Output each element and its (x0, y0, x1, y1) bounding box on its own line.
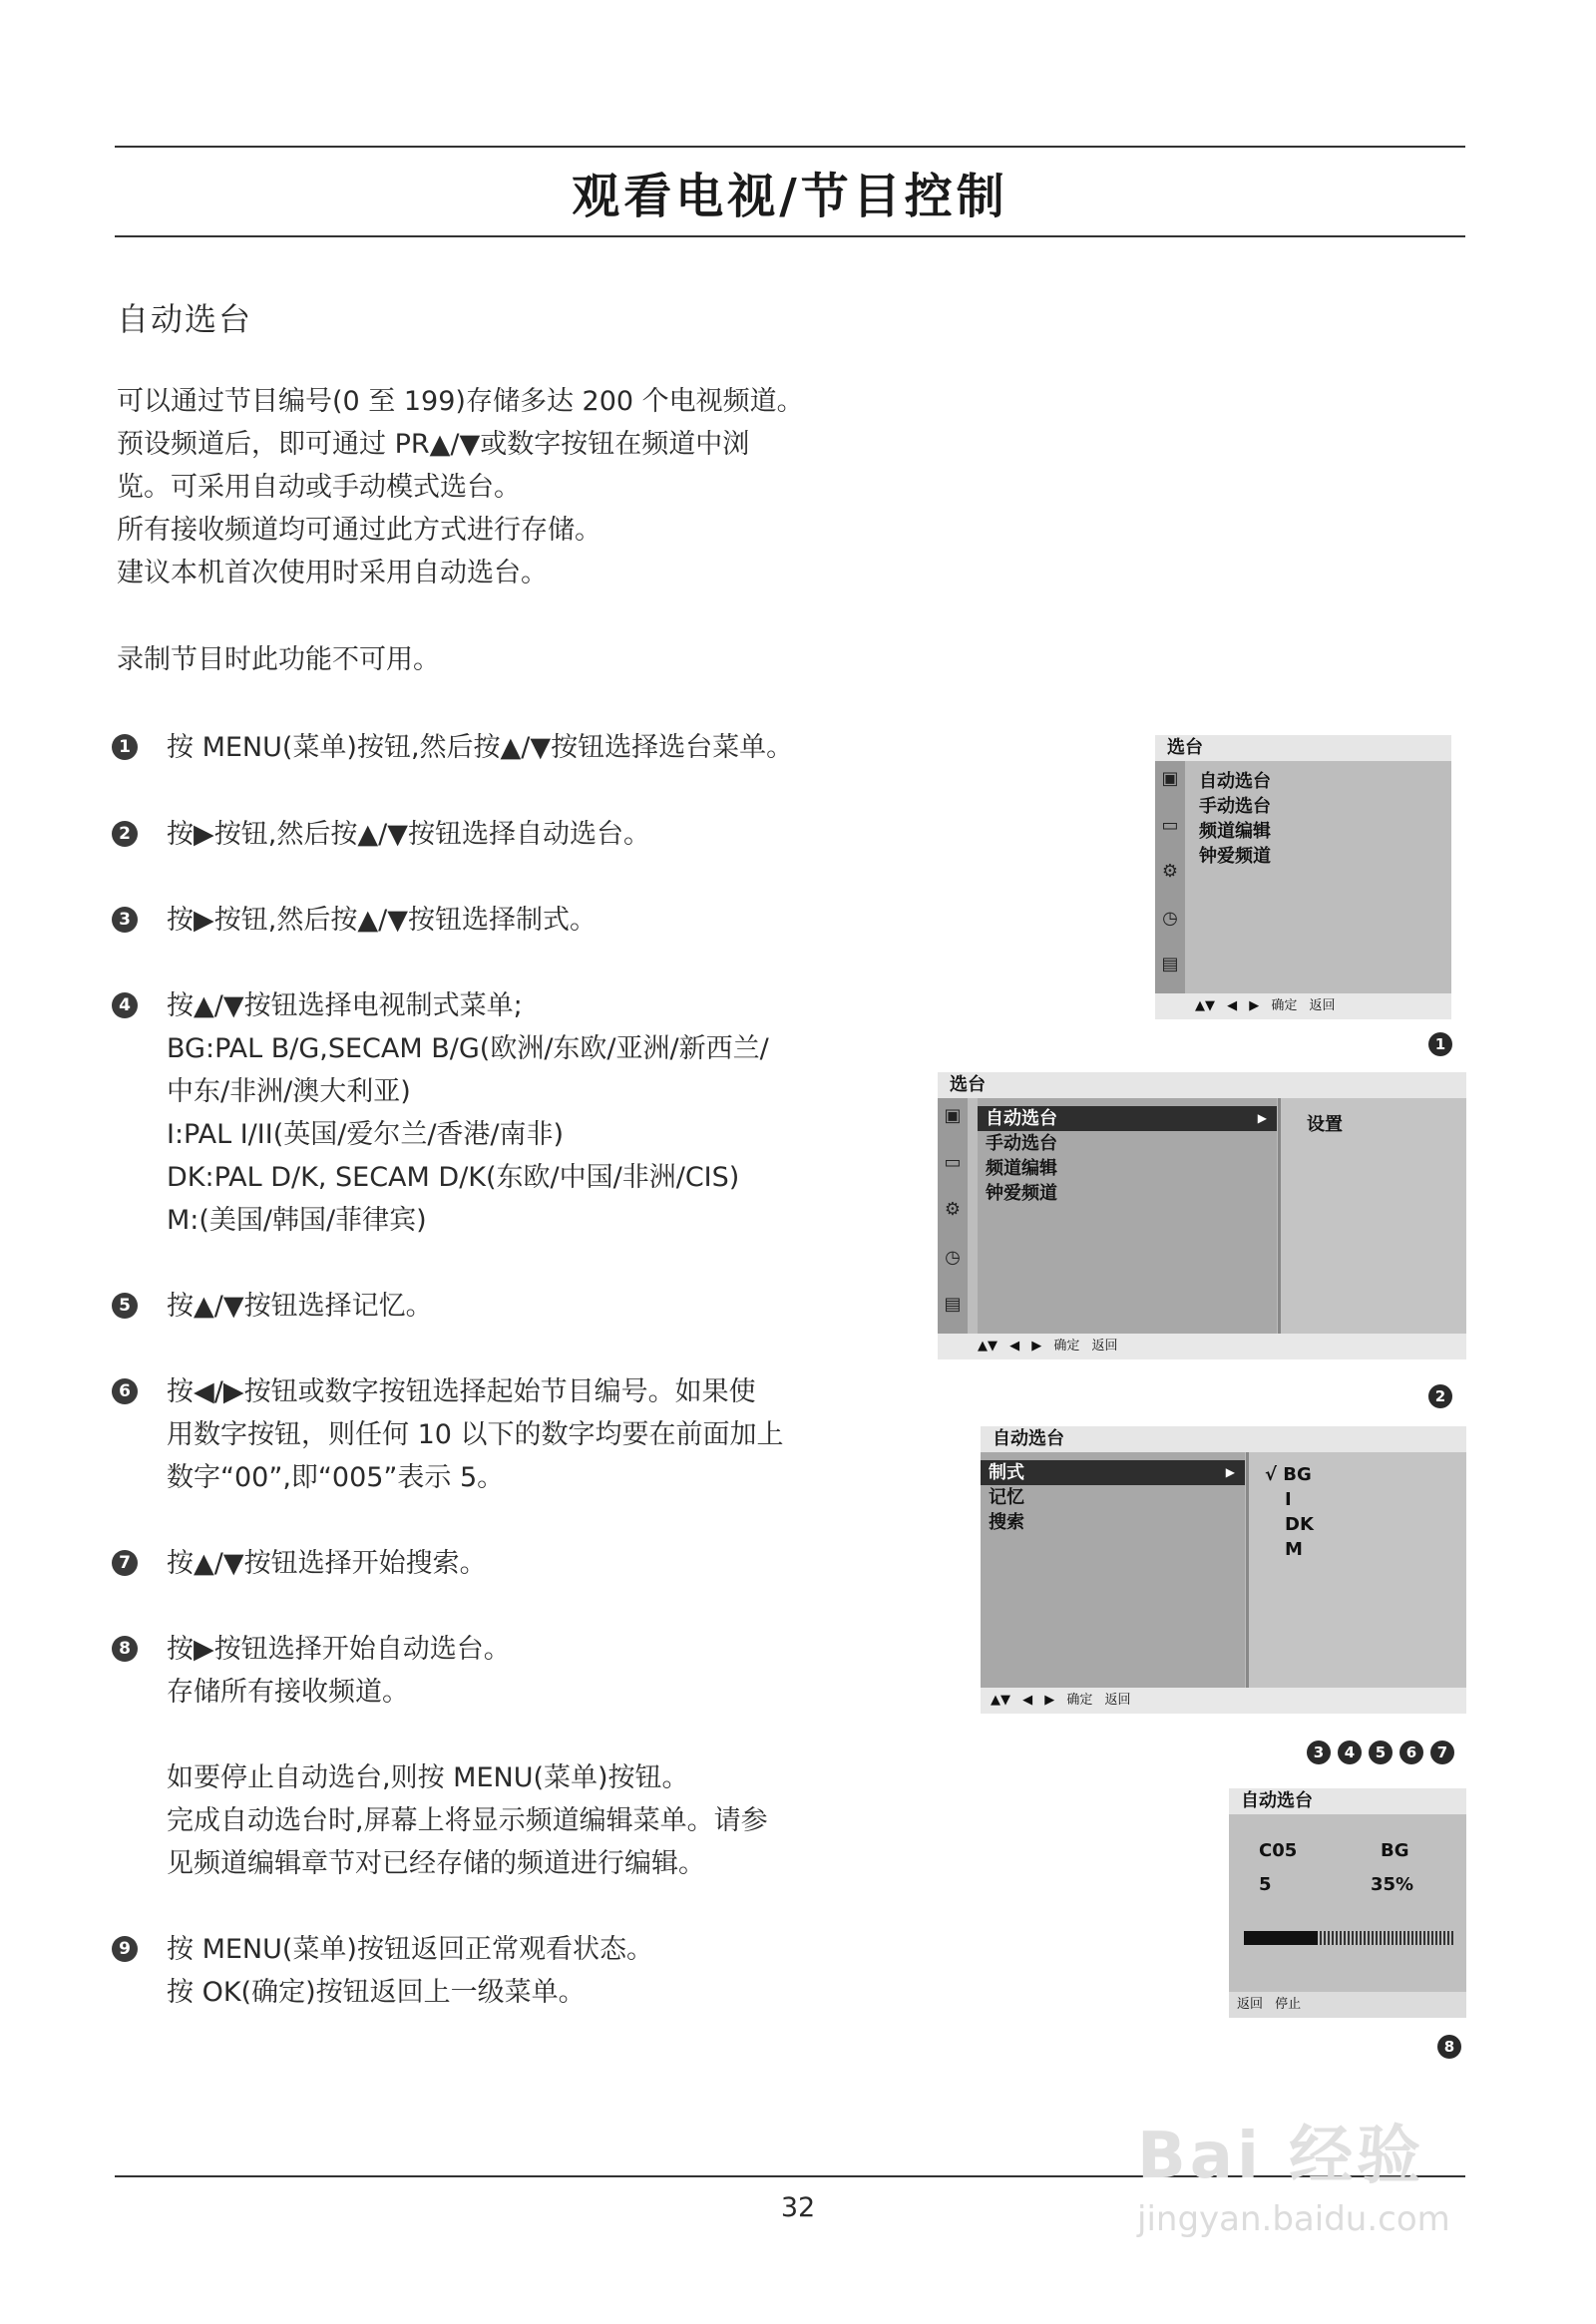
step-line: 按▶按钮,然后按▲/▼按钮选择自动选台。 (167, 819, 650, 850)
step-1 (112, 726, 930, 769)
step-line: 按▲/▼按钮选择电视制式菜单; (167, 990, 523, 1021)
osd-footer: ▲▼ ◀ ▶ 确定 返回 (981, 1688, 1466, 1714)
timer-icon: ◷ (945, 1246, 961, 1268)
osd-screen-4 (1229, 1788, 1466, 2018)
osd-title: 选台 (1155, 735, 1451, 761)
step-line: 数字“00”,即“005”表示 5。 (167, 1462, 505, 1493)
screen-badge: 6 (1399, 1741, 1423, 1764)
step-number: 7 (112, 1550, 138, 1576)
step-4 (112, 984, 930, 1242)
osd-footer: ▲▼ ◀ ▶ 确定 返回 (1155, 993, 1451, 1019)
osd-icon-column (938, 1098, 968, 1334)
step-3 (112, 899, 930, 942)
osd-menu-item[interactable]: 钟爱频道 (986, 1183, 1057, 1204)
step-line: I:PAL I/II(英国/爱尔兰/香港/南非) (167, 1119, 565, 1150)
osd-submenu-pane (1278, 1098, 1466, 1334)
step-line: 按▶按钮选择开始自动选台。 (167, 1634, 511, 1665)
screen-badge-8: 8 (1437, 2035, 1461, 2059)
osd-menu-item[interactable]: 记忆 (989, 1487, 1024, 1508)
step-number: 9 (112, 1936, 138, 1962)
osd-option-item[interactable]: M (1285, 1539, 1303, 1560)
step-line: 按▶按钮,然后按▲/▼按钮选择制式。 (167, 905, 597, 936)
step-number: 2 (112, 821, 138, 847)
step-line: 见频道编辑章节对已经存储的频道进行编辑。 (167, 1848, 705, 1879)
step-line (167, 1714, 930, 1756)
osd-menu-item-label: 自动选台 (986, 1108, 1057, 1129)
osd-menu-item-selected[interactable] (978, 1106, 1277, 1131)
step-line: 完成自动选台时,屏幕上将显示频道编辑菜单。请参 (167, 1805, 768, 1836)
step-6 (112, 1370, 930, 1499)
osd-menu-item[interactable]: 钟爱频道 (1199, 846, 1271, 867)
watermark-url: jingyan.baidu.com (1137, 2199, 1450, 2239)
intro-line: 建议本机首次使用时采用自动选台。 (117, 558, 548, 588)
step-number: 5 (112, 1293, 138, 1319)
page-title: 观看电视/节目控制 (572, 169, 1008, 224)
screen-badge-2: 2 (1428, 1384, 1452, 1408)
step-line: 按 MENU(菜单)按钮返回正常观看状态。 (167, 1934, 653, 1965)
picture-icon: ▣ (944, 1105, 962, 1126)
osd-menu-item[interactable]: 自动选台 (1199, 771, 1271, 792)
osd-options-pane (1246, 1452, 1466, 1688)
osd-title: 自动选台 (1229, 1788, 1466, 1814)
step-number: 3 (112, 907, 138, 933)
arrow-right-icon: ▶ (1225, 1465, 1235, 1479)
osd-menu-item[interactable]: 手动选台 (986, 1133, 1057, 1154)
intro-note: 录制节目时此功能不可用。 (117, 644, 440, 675)
step-line: 存储所有接收频道。 (167, 1677, 409, 1708)
page-number: 32 (780, 2192, 816, 2223)
section-heading: 自动选台 (117, 300, 253, 338)
osd-footer: 返回 停止 (1229, 1992, 1466, 2018)
title-rule (115, 235, 1465, 237)
osd-title: 选台 (938, 1072, 1466, 1098)
osd-footer: ▲▼ ◀ ▶ 确定 返回 (938, 1334, 1466, 1359)
osd-option-item[interactable]: DK (1285, 1514, 1314, 1535)
step-line: M:(美国/韩国/菲律宾) (167, 1205, 427, 1236)
arrow-right-icon: ▶ (1257, 1111, 1267, 1125)
step-line: DK:PAL D/K, SECAM D/K(东欧/中国/非洲/CIS) (167, 1162, 740, 1193)
osd-submenu-item[interactable]: 设置 (1307, 1114, 1343, 1135)
osd-menu-item-selected[interactable] (981, 1460, 1245, 1485)
step-2 (112, 813, 930, 856)
screen-badge-1: 1 (1428, 1032, 1452, 1056)
system-label: BG (1381, 1840, 1409, 1861)
step-line: 按▲/▼按钮选择记忆。 (167, 1291, 433, 1322)
screen-badge: 4 (1338, 1741, 1362, 1764)
watermark-logo: Bai 经验 (1137, 2120, 1425, 2193)
step-number: 6 (112, 1378, 138, 1404)
screen-badge: 7 (1430, 1741, 1454, 1764)
settings-icon: ⚙ (1161, 861, 1179, 883)
screen-icon: ▭ (1161, 814, 1179, 836)
step-number: 8 (112, 1636, 138, 1662)
osd-screen-2 (938, 1072, 1466, 1359)
step-7 (112, 1542, 930, 1585)
screen-badge: 3 (1307, 1741, 1331, 1764)
osd-menu-item[interactable]: 搜索 (989, 1512, 1024, 1533)
screen-icon: ▭ (944, 1152, 962, 1174)
step-8 (112, 1628, 930, 1885)
progress-percent: 35% (1371, 1874, 1414, 1895)
osd-option-item[interactable]: I (1285, 1489, 1292, 1510)
lock-icon: ▤ (1161, 954, 1179, 975)
lock-icon: ▤ (944, 1293, 962, 1315)
osd-menu-item-label: 制式 (989, 1462, 1024, 1483)
osd-screen-1 (1155, 735, 1451, 1019)
step-line: BG:PAL B/G,SECAM B/G(欧洲/东欧/亚洲/新西兰/ (167, 1033, 769, 1064)
osd-menu-item[interactable]: 手动选台 (1199, 796, 1271, 817)
intro-line: 览。可采用自动或手动模式选台。 (117, 472, 521, 503)
osd-menu-item[interactable]: 频道编辑 (1199, 821, 1271, 842)
osd-title: 自动选台 (981, 1426, 1466, 1452)
intro-paragraph (117, 380, 915, 594)
step-line: 按 MENU(菜单)按钮,然后按▲/▼按钮选择选台菜单。 (167, 732, 794, 763)
step-line: 按▲/▼按钮选择开始搜索。 (167, 1548, 487, 1579)
program-number: 5 (1259, 1874, 1272, 1895)
intro-line: 可以通过节目编号(0 至 199)存储多达 200 个电视频道。 (117, 386, 804, 417)
progress-bar (1244, 1931, 1453, 1945)
osd-screen-3 (981, 1426, 1466, 1714)
step-line: 用数字按钮，则任何 10 以下的数字均要在前面加上 (167, 1419, 784, 1450)
step-line: 中东/非洲/澳大利亚) (167, 1076, 411, 1107)
osd-menu-item[interactable]: 频道编辑 (986, 1158, 1057, 1179)
step-line: 按 OK(确定)按钮返回上一级菜单。 (167, 1977, 586, 2008)
step-5 (112, 1285, 930, 1328)
osd-option-item[interactable]: √ BG (1265, 1464, 1312, 1485)
step-number: 4 (112, 992, 138, 1018)
osd-menu-pane (981, 1452, 1245, 1688)
step-9 (112, 1928, 930, 2014)
intro-line: 所有接收频道均可通过此方式进行存储。 (117, 515, 601, 546)
timer-icon: ◷ (1162, 907, 1178, 929)
picture-icon: ▣ (1161, 768, 1179, 789)
step-line: 如要停止自动选台,则按 MENU(菜单)按钮。 (167, 1762, 689, 1793)
intro-line: 预设频道后，即可通过 PR▲/▼或数字按钮在频道中浏 (117, 429, 750, 460)
step-number: 1 (112, 734, 138, 760)
step-line: 按◀/▶按钮或数字按钮选择起始节目编号。如果使 (167, 1376, 756, 1407)
screen-badge: 5 (1369, 1741, 1393, 1764)
progress-fill (1244, 1931, 1318, 1945)
settings-icon: ⚙ (944, 1199, 962, 1221)
osd-icon-column (1155, 761, 1185, 993)
osd-menu-pane (978, 1098, 1277, 1334)
top-rule (115, 146, 1465, 148)
channel-label: C05 (1259, 1840, 1298, 1861)
